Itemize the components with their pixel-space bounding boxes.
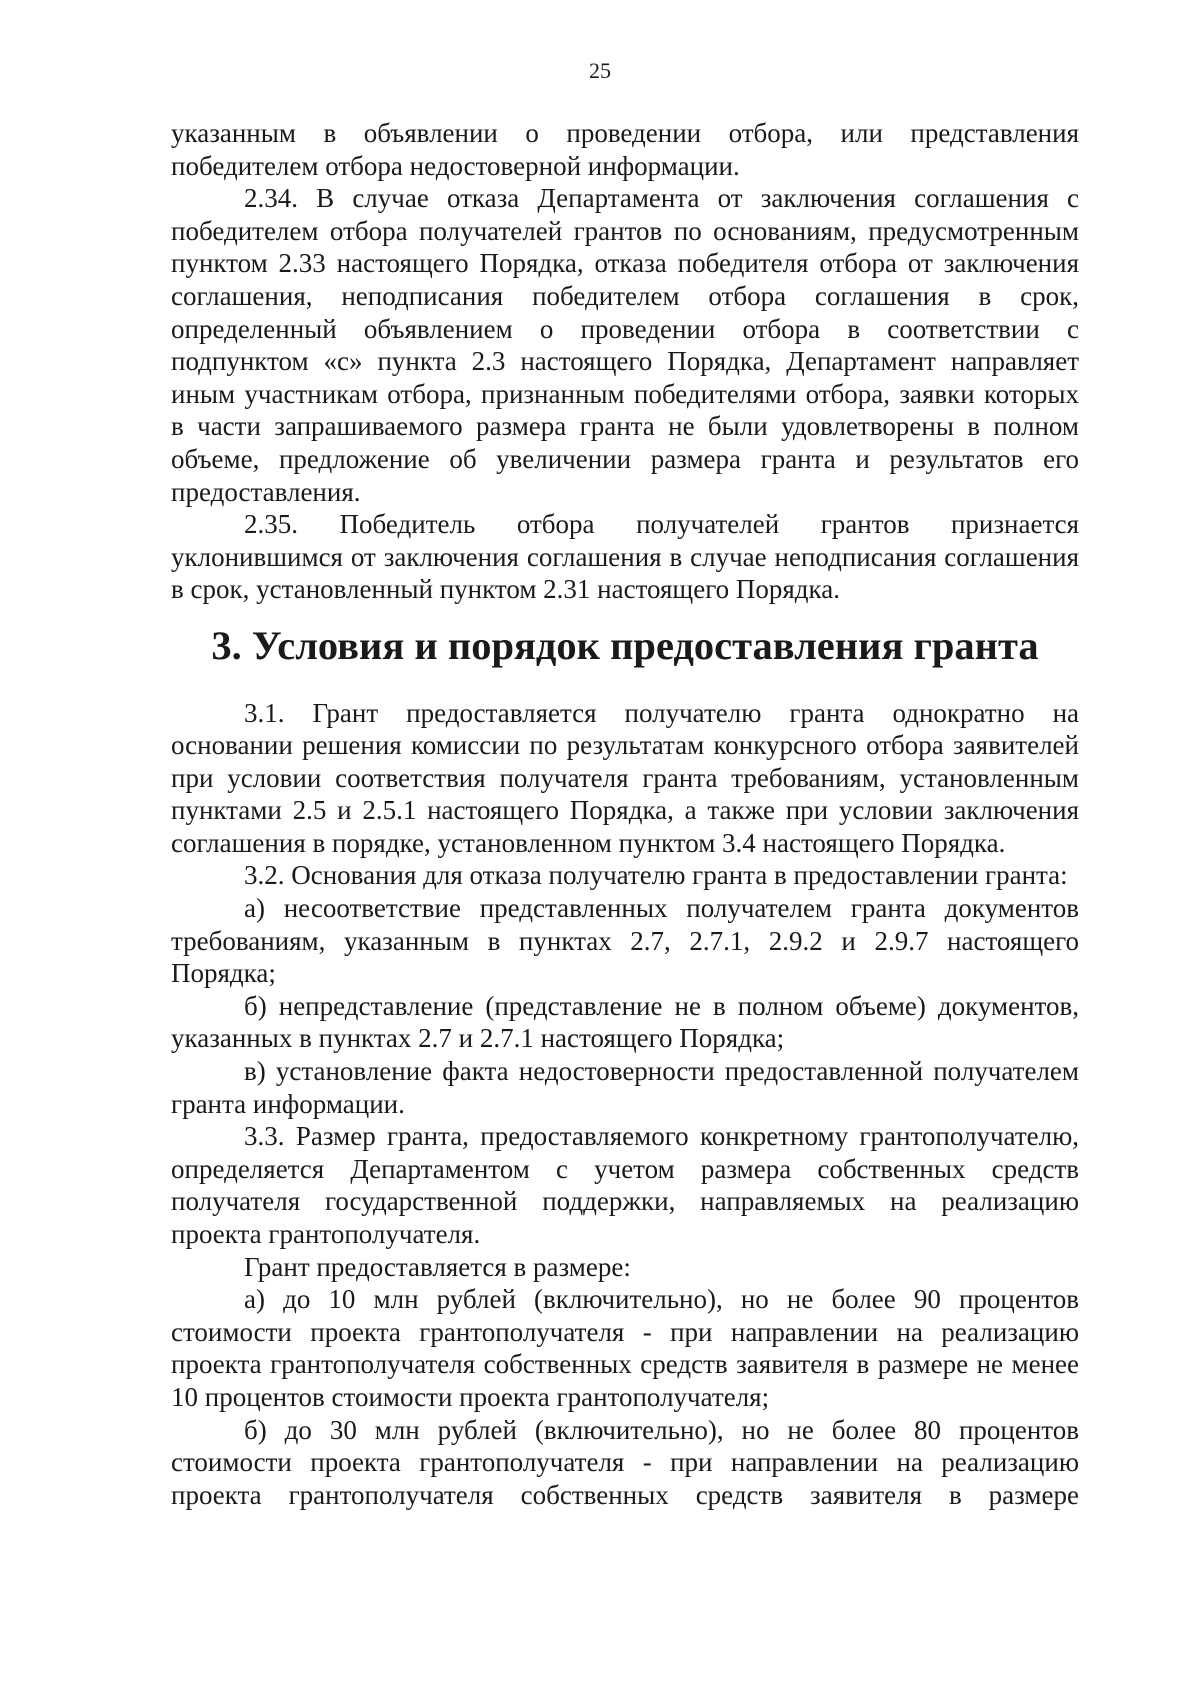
list-item-v: в) установление факта недостоверности предоставленной получателем гранта информации. [171, 1056, 1079, 1119]
grant-size-item-b: б) до 30 млн рублей (включительно), но не более 80 процентов стоимости проекта грантополучателя - при направлении на реализацию проекта грантополучателя собственных средств заявителя в размере [171, 1414, 1079, 1510]
grant-size-item-a: а) до 10 млн рублей (включительно), но не более 90 процентов стоимости проекта грантополучателя - при направлении на реализацию проекта грантополучателя собственных средств заявителя в размере не менее 10 процентов стоимости проекта грантополучателя; [171, 1284, 1079, 1412]
paragraph-3-1: 3.1. Грант предоставляется получателю гранта однократно на основании решения комиссии по результатам конкурсного отбора заявителей при условии соответствия получателя гранта требованиям, установленным пунктами 2.5 и 2.5.1 настоящего Порядка, а также при условии заключения соглашения в порядке, установленном пунктом 3.4 настоящего Порядка. [171, 697, 1079, 858]
paragraph-3-2: 3.2. Основания для отказа получателю гранта в предоставлении гранта: [244, 860, 1068, 891]
paragraph-2-35: 2.35. Победитель отбора получателей грантов признается уклонившимся от заключения соглашения в случае неподписания соглашения в срок, установленный пунктом 2.31 настоящего Порядка. [171, 509, 1079, 605]
list-item-a: а) несоответствие представленных получателем гранта документов требованиям, указанным в пунктах 2.7, 2.7.1, 2.9.2 и 2.9.7 настоящего Порядка; [171, 893, 1079, 989]
paragraph-2-34: 2.34. В случае отказа Департамента от заключения соглашения с победителем отбора получателей грантов по основаниям, предусмотренным пунктом 2.33 настоящего Порядка, отказа победителя отбора от заключения соглашения, неподписания победителем отбора соглашения в срок, определенный объявлением о проведении отбора в соответствии с подпунктом «с» пункта 2.3 настоящего Порядка, Департамент направляет иным участникам отбора, признанным победителями отбора, заявки которых в части запрашиваемого размера гранта не были удовлетворены в полном объеме, предложение об увеличении размера гранта и результатов его предоставления. [171, 183, 1079, 507]
paragraph-continuation: указанным в объявлении о проведении отбора, или представления победителем отбора недостоверной информации. [171, 118, 1079, 181]
list-item-b: б) непредставление (представление не в полном объеме) документов, указанных в пунктах 2.7 и 2.7.1 настоящего Порядка; [171, 990, 1079, 1054]
document-body [171, 117, 1079, 1511]
section-heading: 3. Условия и порядок предоставления гранта [211, 622, 1039, 668]
page-number: 25 [589, 58, 611, 83]
paragraph-grant-size: Грант предоставляется в размере: [244, 1251, 631, 1282]
paragraph-3-3: 3.3. Размер гранта, предоставляемого конкретному грантополучателю, определяется Департаментом с учетом размера собственных средств получателя государственной поддержки, направляемых на реализацию проекта грантополучателя. [171, 1121, 1079, 1249]
